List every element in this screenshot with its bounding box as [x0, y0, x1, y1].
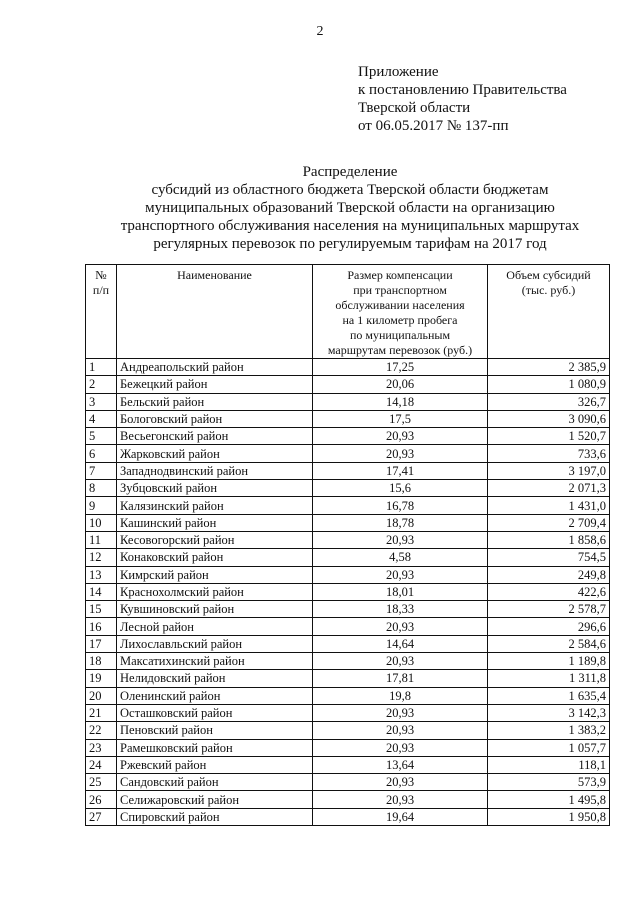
subsidy-amount: 1 383,2	[488, 722, 610, 739]
compensation-rate: 18,01	[313, 583, 488, 600]
table-row	[86, 739, 610, 756]
compensation-rate: 15,6	[313, 480, 488, 497]
compensation-rate: 13,64	[313, 756, 488, 773]
row-number: 4	[86, 410, 117, 427]
subsidy-amount: 1 635,4	[488, 687, 610, 704]
district-name: Кесовогорский район	[117, 531, 313, 548]
appendix-line: от 06.05.2017 № 137-пп	[358, 118, 509, 134]
district-name: Сандовский район	[117, 774, 313, 791]
district-name: Калязинский район	[117, 497, 313, 514]
table-row	[86, 774, 610, 791]
district-name: Весьегонский район	[117, 428, 313, 445]
district-name: Бельский район	[117, 393, 313, 410]
subsidy-amount: 1 311,8	[488, 670, 610, 687]
row-number: 11	[86, 531, 117, 548]
title-line: транспортного обслуживания населения на муниципальных маршрутах	[120, 218, 580, 234]
compensation-rate: 20,93	[313, 704, 488, 721]
row-number: 19	[86, 670, 117, 687]
compensation-rate: 19,64	[313, 808, 488, 825]
row-number: 24	[86, 756, 117, 773]
table-row	[86, 480, 610, 497]
header-subsidy: Объем субсидий (тыс. руб.)	[488, 265, 610, 359]
page-number: 2	[316, 24, 324, 39]
header-name: Наименование	[117, 265, 313, 359]
table-row	[86, 566, 610, 583]
table-row	[86, 791, 610, 808]
subsidy-amount: 1 080,9	[488, 376, 610, 393]
document-title	[60, 163, 640, 253]
subsidy-amount: 1 057,7	[488, 739, 610, 756]
compensation-rate: 16,78	[313, 497, 488, 514]
row-number: 16	[86, 618, 117, 635]
table-row	[86, 514, 610, 531]
subsidy-amount: 1 495,8	[488, 791, 610, 808]
row-number: 6	[86, 445, 117, 462]
district-name: Нелидовский район	[117, 670, 313, 687]
row-number: 25	[86, 774, 117, 791]
district-name: Ржевский район	[117, 756, 313, 773]
district-name: Кашинский район	[117, 514, 313, 531]
district-name: Бежецкий район	[117, 376, 313, 393]
subsidy-amount: 422,6	[488, 583, 610, 600]
district-name: Кувшиновский район	[117, 601, 313, 618]
compensation-rate: 17,81	[313, 670, 488, 687]
table-body	[86, 359, 610, 826]
district-name: Пеновский район	[117, 722, 313, 739]
table-row	[86, 704, 610, 721]
table-row	[86, 462, 610, 479]
district-name: Зубцовский район	[117, 480, 313, 497]
compensation-rate: 20,93	[313, 739, 488, 756]
subsidy-amount: 573,9	[488, 774, 610, 791]
district-name: Оленинский район	[117, 687, 313, 704]
table-row	[86, 808, 610, 825]
district-name: Рамешковский район	[117, 739, 313, 756]
district-name: Бологовский район	[117, 410, 313, 427]
row-number: 21	[86, 704, 117, 721]
table-row	[86, 497, 610, 514]
row-number: 23	[86, 739, 117, 756]
table-row	[86, 549, 610, 566]
subsidy-amount: 1 858,6	[488, 531, 610, 548]
subsidy-amount: 3 090,6	[488, 410, 610, 427]
row-number: 15	[86, 601, 117, 618]
compensation-rate: 18,33	[313, 601, 488, 618]
row-number: 18	[86, 653, 117, 670]
row-number: 17	[86, 635, 117, 652]
compensation-rate: 20,93	[313, 653, 488, 670]
distribution-table	[85, 264, 610, 826]
row-number: 12	[86, 549, 117, 566]
district-name: Лесной район	[117, 618, 313, 635]
subsidy-amount: 2 584,6	[488, 635, 610, 652]
table-row	[86, 687, 610, 704]
table-row	[86, 410, 610, 427]
row-number: 14	[86, 583, 117, 600]
subsidy-amount: 2 385,9	[488, 359, 610, 376]
title-line: субсидий из областного бюджета Тверской области бюджетам	[151, 182, 549, 198]
compensation-rate: 17,41	[313, 462, 488, 479]
subsidy-amount: 1 431,0	[488, 497, 610, 514]
district-name: Конаковский район	[117, 549, 313, 566]
compensation-rate: 20,93	[313, 618, 488, 635]
table-row	[86, 635, 610, 652]
table-row	[86, 722, 610, 739]
row-number: 9	[86, 497, 117, 514]
district-name: Жарковский район	[117, 445, 313, 462]
subsidy-amount: 1 189,8	[488, 653, 610, 670]
row-number: 1	[86, 359, 117, 376]
district-name: Западнодвинский район	[117, 462, 313, 479]
row-number: 5	[86, 428, 117, 445]
table-row	[86, 428, 610, 445]
district-name: Краснохолмский район	[117, 583, 313, 600]
row-number: 2	[86, 376, 117, 393]
district-name: Максатихинский район	[117, 653, 313, 670]
row-number: 3	[86, 393, 117, 410]
appendix-line: Тверской области	[358, 100, 471, 116]
district-name: Лихославльский район	[117, 635, 313, 652]
table-row	[86, 531, 610, 548]
compensation-rate: 19,8	[313, 687, 488, 704]
header-number: № п/п	[86, 265, 117, 359]
table-row	[86, 376, 610, 393]
subsidy-amount: 118,1	[488, 756, 610, 773]
compensation-rate: 20,93	[313, 566, 488, 583]
subsidy-amount: 296,6	[488, 618, 610, 635]
table-row	[86, 583, 610, 600]
title-line: Распределение	[302, 164, 398, 180]
appendix-line: к постановлению Правительства	[358, 82, 567, 98]
district-name: Кимрский район	[117, 566, 313, 583]
table-row	[86, 445, 610, 462]
compensation-rate: 20,93	[313, 445, 488, 462]
compensation-rate: 17,5	[313, 410, 488, 427]
subsidy-amount: 2 578,7	[488, 601, 610, 618]
district-name: Андреапольский район	[117, 359, 313, 376]
district-name: Осташковский район	[117, 704, 313, 721]
district-name: Спировский район	[117, 808, 313, 825]
compensation-rate: 20,93	[313, 531, 488, 548]
subsidy-amount: 3 142,3	[488, 704, 610, 721]
compensation-rate: 18,78	[313, 514, 488, 531]
compensation-rate: 20,06	[313, 376, 488, 393]
compensation-rate: 14,18	[313, 393, 488, 410]
subsidy-amount: 249,8	[488, 566, 610, 583]
table-row	[86, 601, 610, 618]
compensation-rate: 14,64	[313, 635, 488, 652]
table-row	[86, 670, 610, 687]
subsidy-amount: 1 950,8	[488, 808, 610, 825]
row-number: 26	[86, 791, 117, 808]
subsidy-amount: 733,6	[488, 445, 610, 462]
appendix-line: Приложение	[358, 64, 439, 80]
table-row	[86, 653, 610, 670]
table-row	[86, 359, 610, 376]
subsidy-amount: 2 709,4	[488, 514, 610, 531]
compensation-rate: 20,93	[313, 428, 488, 445]
row-number: 20	[86, 687, 117, 704]
table-header-row	[86, 265, 610, 359]
district-name: Селижаровский район	[117, 791, 313, 808]
table-row	[86, 393, 610, 410]
subsidy-amount: 2 071,3	[488, 480, 610, 497]
table-row	[86, 618, 610, 635]
row-number: 8	[86, 480, 117, 497]
appendix-block	[358, 63, 567, 135]
row-number: 10	[86, 514, 117, 531]
subsidy-amount: 1 520,7	[488, 428, 610, 445]
title-line: муниципальных образований Тверской области на организацию	[145, 200, 555, 216]
row-number: 13	[86, 566, 117, 583]
compensation-rate: 17,25	[313, 359, 488, 376]
subsidy-amount: 3 197,0	[488, 462, 610, 479]
compensation-rate: 20,93	[313, 774, 488, 791]
row-number: 7	[86, 462, 117, 479]
table-row	[86, 756, 610, 773]
subsidy-amount: 754,5	[488, 549, 610, 566]
compensation-rate: 20,93	[313, 722, 488, 739]
title-line: регулярных перевозок по регулируемым тарифам на 2017 год	[153, 236, 547, 252]
row-number: 22	[86, 722, 117, 739]
header-rate: Размер компенсации при транспортном обслуживании населения на 1 километр пробега по муниципальным маршрутам перевозок (руб.)	[313, 265, 488, 359]
subsidy-amount: 326,7	[488, 393, 610, 410]
compensation-rate: 20,93	[313, 791, 488, 808]
compensation-rate: 4,58	[313, 549, 488, 566]
row-number: 27	[86, 808, 117, 825]
